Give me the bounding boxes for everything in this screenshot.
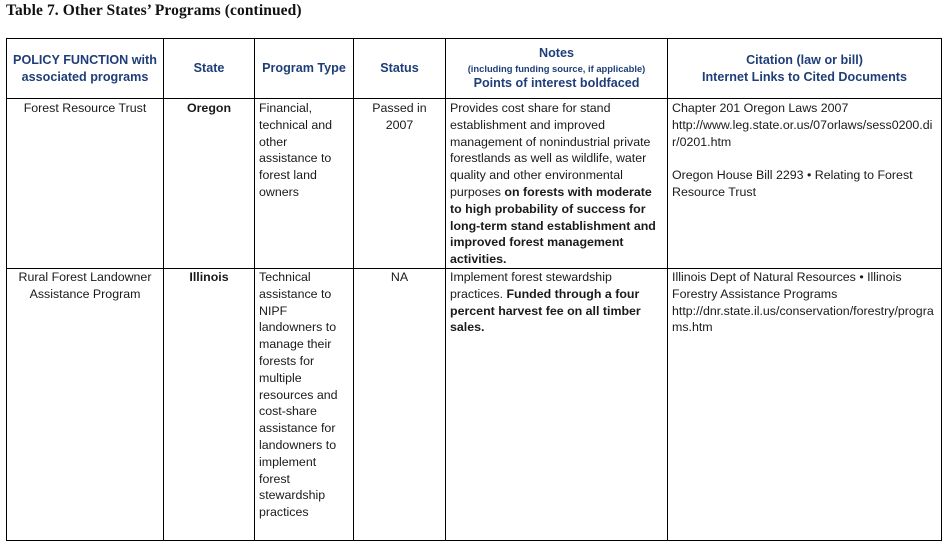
notes-plain-text: Provides cost share for stand establishment and improved management of nonindustrial private forestlands as well as wildlife, water quality and other environmental purposes	[450, 101, 651, 199]
header-notes-points: Points of interest boldfaced	[473, 76, 640, 90]
citation-title: Chapter 201 Oregon Laws 2007	[672, 101, 849, 115]
citation-bill: Oregon House Bill 2293 • Relating to Forest Resource Trust	[672, 168, 913, 200]
table-row	[7, 268, 942, 540]
header-notes	[446, 39, 668, 99]
notes-bold-text: on forests with moderate to high probability of success for long-term stand establishment and improved forest management activities.	[450, 184, 656, 267]
cell-policy: Rural Forest Landowner Assistance Program	[7, 268, 164, 540]
header-policy-line2: associated programs	[21, 69, 149, 84]
cell-program-type: Technical assistance to NIPF landowners to manage their forests for multiple resources and cost-share assistance for landowners to implement forest stewardship practices	[255, 268, 354, 540]
notes-plain-text: Implement forest stewardship practices.	[450, 269, 612, 301]
cell-notes	[446, 268, 668, 540]
cell-citation	[668, 268, 942, 540]
header-program-type: Program Type	[255, 39, 354, 99]
cell-policy: Forest Resource Trust	[7, 99, 164, 269]
table-caption: Table 7. Other States’ Programs (continued)	[6, 2, 302, 19]
cell-program-type: Financial, technical and other assistance to forest land owners	[255, 99, 354, 269]
cell-status: Passed in 2007	[354, 99, 446, 269]
table-header-row	[7, 39, 942, 99]
cell-state: Illinois	[164, 268, 255, 540]
header-citation-line2: Internet Links to Cited Documents	[701, 69, 908, 84]
programs-table	[6, 38, 942, 541]
header-status: Status	[354, 39, 446, 99]
citation-link[interactable]: http://www.leg.state.or.us/07orlaws/sess0200.dir/0201.htm	[672, 117, 933, 149]
notes-bold-text: Funded through a four percent harvest fee on all timber sales.	[450, 286, 641, 335]
table-row	[7, 99, 942, 269]
header-state: State	[164, 39, 255, 99]
header-policy-line1: POLICY FUNCTION with	[13, 52, 157, 67]
citation-title: Illinois Dept of Natural Resources • Illinois Forestry Assistance Programs	[672, 269, 902, 301]
cell-state: Oregon	[164, 99, 255, 269]
cell-citation	[668, 99, 942, 269]
header-notes-subtitle: (including funding source, if applicable)	[467, 63, 646, 74]
header-citation	[668, 39, 942, 99]
cell-notes	[446, 99, 668, 269]
cell-status: NA	[354, 268, 446, 540]
header-notes-title: Notes	[539, 46, 574, 60]
header-policy-function	[7, 39, 164, 99]
header-citation-line1: Citation (law or bill)	[746, 52, 863, 67]
citation-spacer	[672, 150, 937, 167]
citation-link[interactable]: http://dnr.state.il.us/conservation/forestry/programs.htm	[672, 303, 934, 335]
